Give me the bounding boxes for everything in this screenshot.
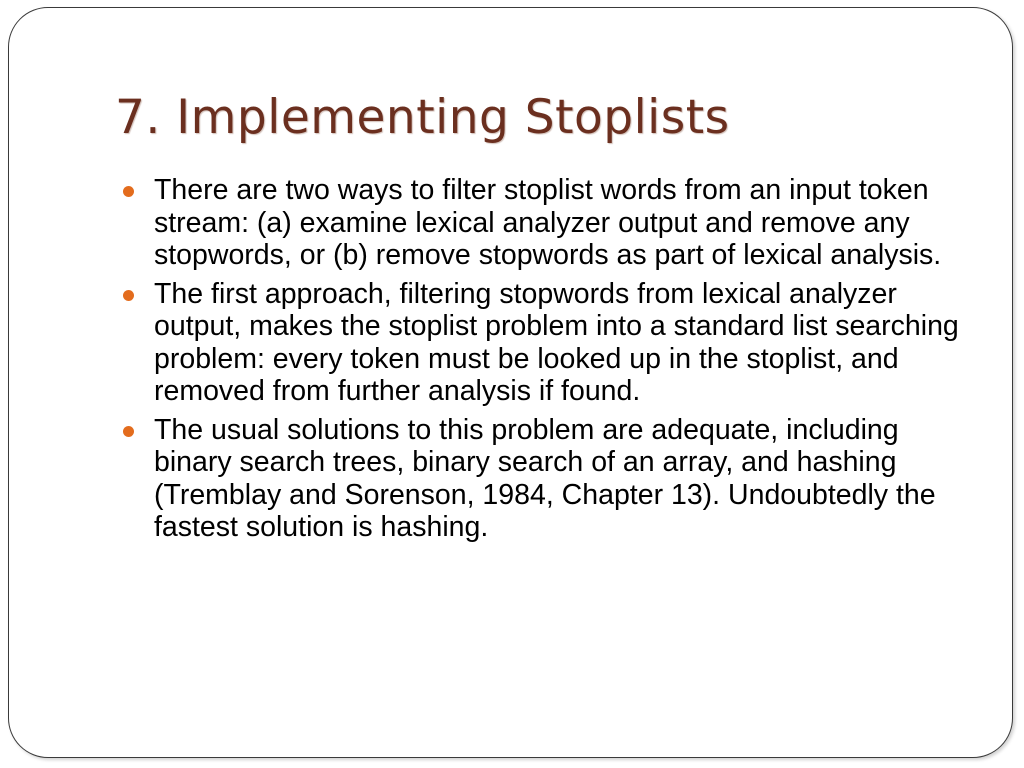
bullet-dot-icon: [123, 186, 134, 197]
bullet-item: [121, 174, 981, 272]
bullet-text: The first approach, filtering stopwords from lexical analyzer output, makes the stoplist problem into a standard list searching problem: every token must be looked up in the stoplist, and removed from further analysis if found.: [154, 277, 959, 407]
slide-title: 7. Implementing Stoplists: [115, 90, 730, 145]
bullet-item: [121, 414, 981, 544]
bullet-dot-icon: [123, 290, 134, 301]
bullet-item: [121, 278, 981, 408]
bullet-dot-icon: [123, 426, 134, 437]
bullet-list: [121, 174, 981, 550]
bullet-text: There are two ways to filter stoplist words from an input token stream: (a) examine lexical analyzer output and remove any stopwords, or (b) remove stopwords as part of lexical analysis.: [154, 174, 942, 271]
slide-frame: [8, 7, 1013, 758]
bullet-text: The usual solutions to this problem are adequate, including binary search trees, binary search of an array, and hashing (Tremblay and Sorenson, 1984, Chapter 13). Undoubtedly the fastest solution is hashing.: [154, 413, 936, 543]
